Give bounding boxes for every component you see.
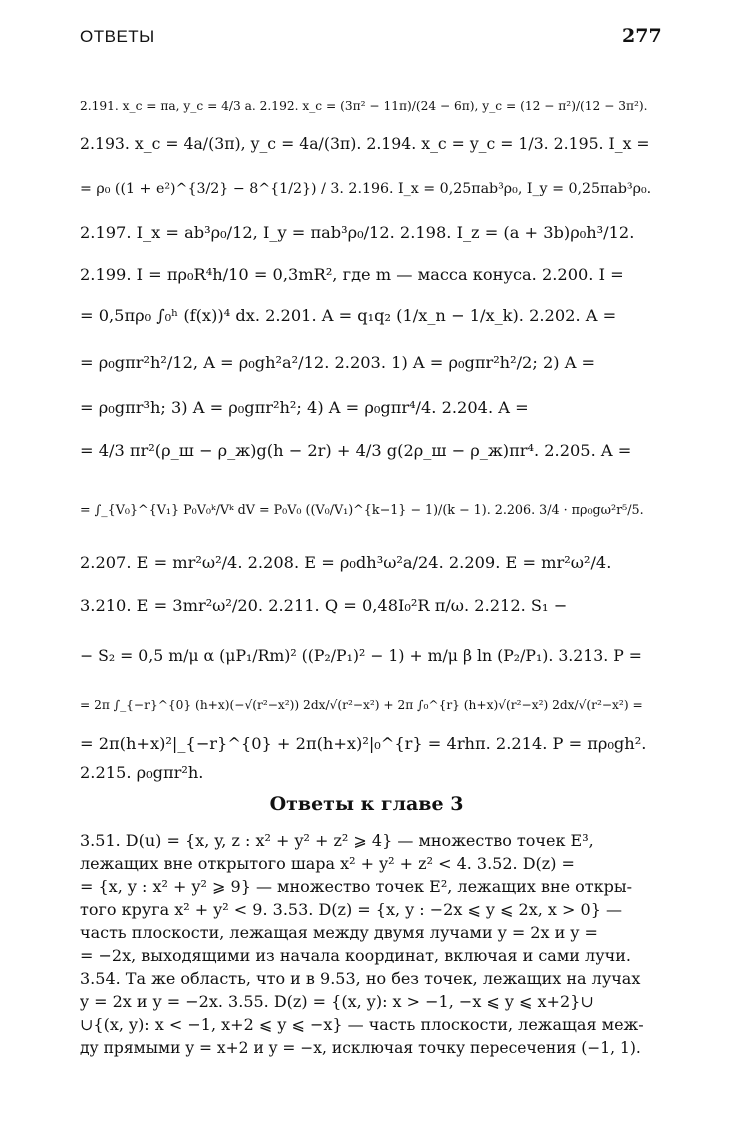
- text-line: того круга x² + y² < 9. 3.53. D(z) = {x, y : −2x ⩽ y ⩽ 2x, x > 0} —: [80, 900, 622, 919]
- text-line: ду прямыми y = x+2 и y = −x, исключая точку пересечения (−1, 1).: [80, 1039, 641, 1057]
- text-line: часть плоскости, лежащая между двумя лучами y = 2x и y =: [80, 923, 598, 942]
- answer-line: 2.191. x_c = πa, y_c = 4/3 a. 2.192. x_c = (3π² − 11π)/(24 − 6π), y_c = (12 − π²)/(12 − 3π²).: [80, 99, 648, 113]
- answer-line: = 2π(h+x)²|_{−r}^{0} + 2π(h+x)²|₀^{r} = 4rhπ. 2.214. P = πρ₀gh².: [80, 734, 647, 753]
- answer-line: = ρ₀ ((1 + e²)^{3/2} − 8^{1/2}) / 3. 2.196. I_x = 0,25πab³ρ₀, I_y = 0,25πab³ρ₀.: [80, 181, 652, 197]
- answer-line: 2.197. I_x = ab³ρ₀/12, I_y = πab³ρ₀/12. 2.198. I_z = (a + 3b)ρ₀h³/12.: [80, 223, 635, 242]
- text-line: 3.51. D(u) = {x, y, z : x² + y² + z² ⩾ 4} — множество точек E³,: [80, 831, 594, 850]
- answer-line: = 0,5πρ₀ ∫₀ʰ (f(x))⁴ dx. 2.201. A = q₁q₂ (1/x_n − 1/x_k). 2.202. A =: [80, 306, 617, 325]
- answer-line: = ρ₀gπr²h²/12, A = ρ₀gh²a²/12. 2.203. 1) A = ρ₀gπr²h²/2; 2) A =: [80, 353, 596, 372]
- answer-line: = 2π ∫_{−r}^{0} (h+x)(−√(r²−x²)) 2dx/√(r²−x²) + 2π ∫₀^{r} (h+x)√(r²−x²) 2dx/√(r²−x²) =: [80, 698, 643, 712]
- answer-line: − S₂ = 0,5 m/μ α (μP₁/Rm)² ((P₂/P₁)² − 1) + m/μ β ln (P₂/P₁). 3.213. P =: [80, 646, 642, 665]
- text-line: = {x, y : x² + y² ⩾ 9} — множество точек E², лежащих вне откры-: [80, 877, 633, 896]
- answer-line: 2.193. x_c = 4a/(3π), y_c = 4a/(3π). 2.194. x_c = y_c = 1/3. 2.195. I_x =: [80, 134, 650, 153]
- answer-line: 2.199. I = πρ₀R⁴h/10 = 0,3mR², где m — масса конуса. 2.200. I =: [80, 265, 624, 284]
- chapter-heading: Ответы к главе 3: [269, 793, 464, 815]
- answer-line: = 4/3 πr²(ρ_ш − ρ_ж)g(h − 2r) + 4/3 g(2ρ_ш − ρ_ж)πr⁴. 2.205. A =: [80, 441, 632, 460]
- answer-line: 3.210. E = 3mr²ω²/20. 2.211. Q = 0,48I₀²R π/ω. 2.212. S₁ −: [80, 596, 568, 615]
- text-line: ∪{(x, y): x < −1, x+2 ⩽ y ⩽ −x} — часть плоскости, лежащая меж-: [80, 1015, 644, 1034]
- text-line: y = 2x и y = −2x. 3.55. D(z) = {(x, y): x > −1, −x ⩽ y ⩽ x+2}∪: [80, 992, 594, 1011]
- page-number: 277: [622, 25, 662, 47]
- answer-line: 2.207. E = mr²ω²/4. 2.208. E = ρ₀dh³ω²a/24. 2.209. E = mr²ω²/4.: [80, 553, 612, 572]
- answer-line: = ∫_{V₀}^{V₁} P₀V₀ᵏ/Vᵏ dV = P₀V₀ ((V₀/V₁)^{k−1} − 1)/(k − 1). 2.206. 3/4 · πρ₀gω²r⁵/5.: [80, 502, 644, 517]
- running-head: ОТВЕТЫ: [80, 27, 155, 46]
- answer-line: = ρ₀gπr³h; 3) A = ρ₀gπr²h²; 4) A = ρ₀gπr⁴/4. 2.204. A =: [80, 398, 529, 417]
- text-line: = −2x, выходящими из начала координат, включая и сами лучи.: [80, 946, 631, 965]
- answer-line: 2.215. ρ₀gπr²h.: [80, 763, 204, 782]
- text-line: лежащих вне открытого шара x² + y² + z² < 4. 3.52. D(z) =: [80, 854, 575, 873]
- text-line: 3.54. Та же область, что и в 9.53, но без точек, лежащих на лучах: [80, 969, 641, 988]
